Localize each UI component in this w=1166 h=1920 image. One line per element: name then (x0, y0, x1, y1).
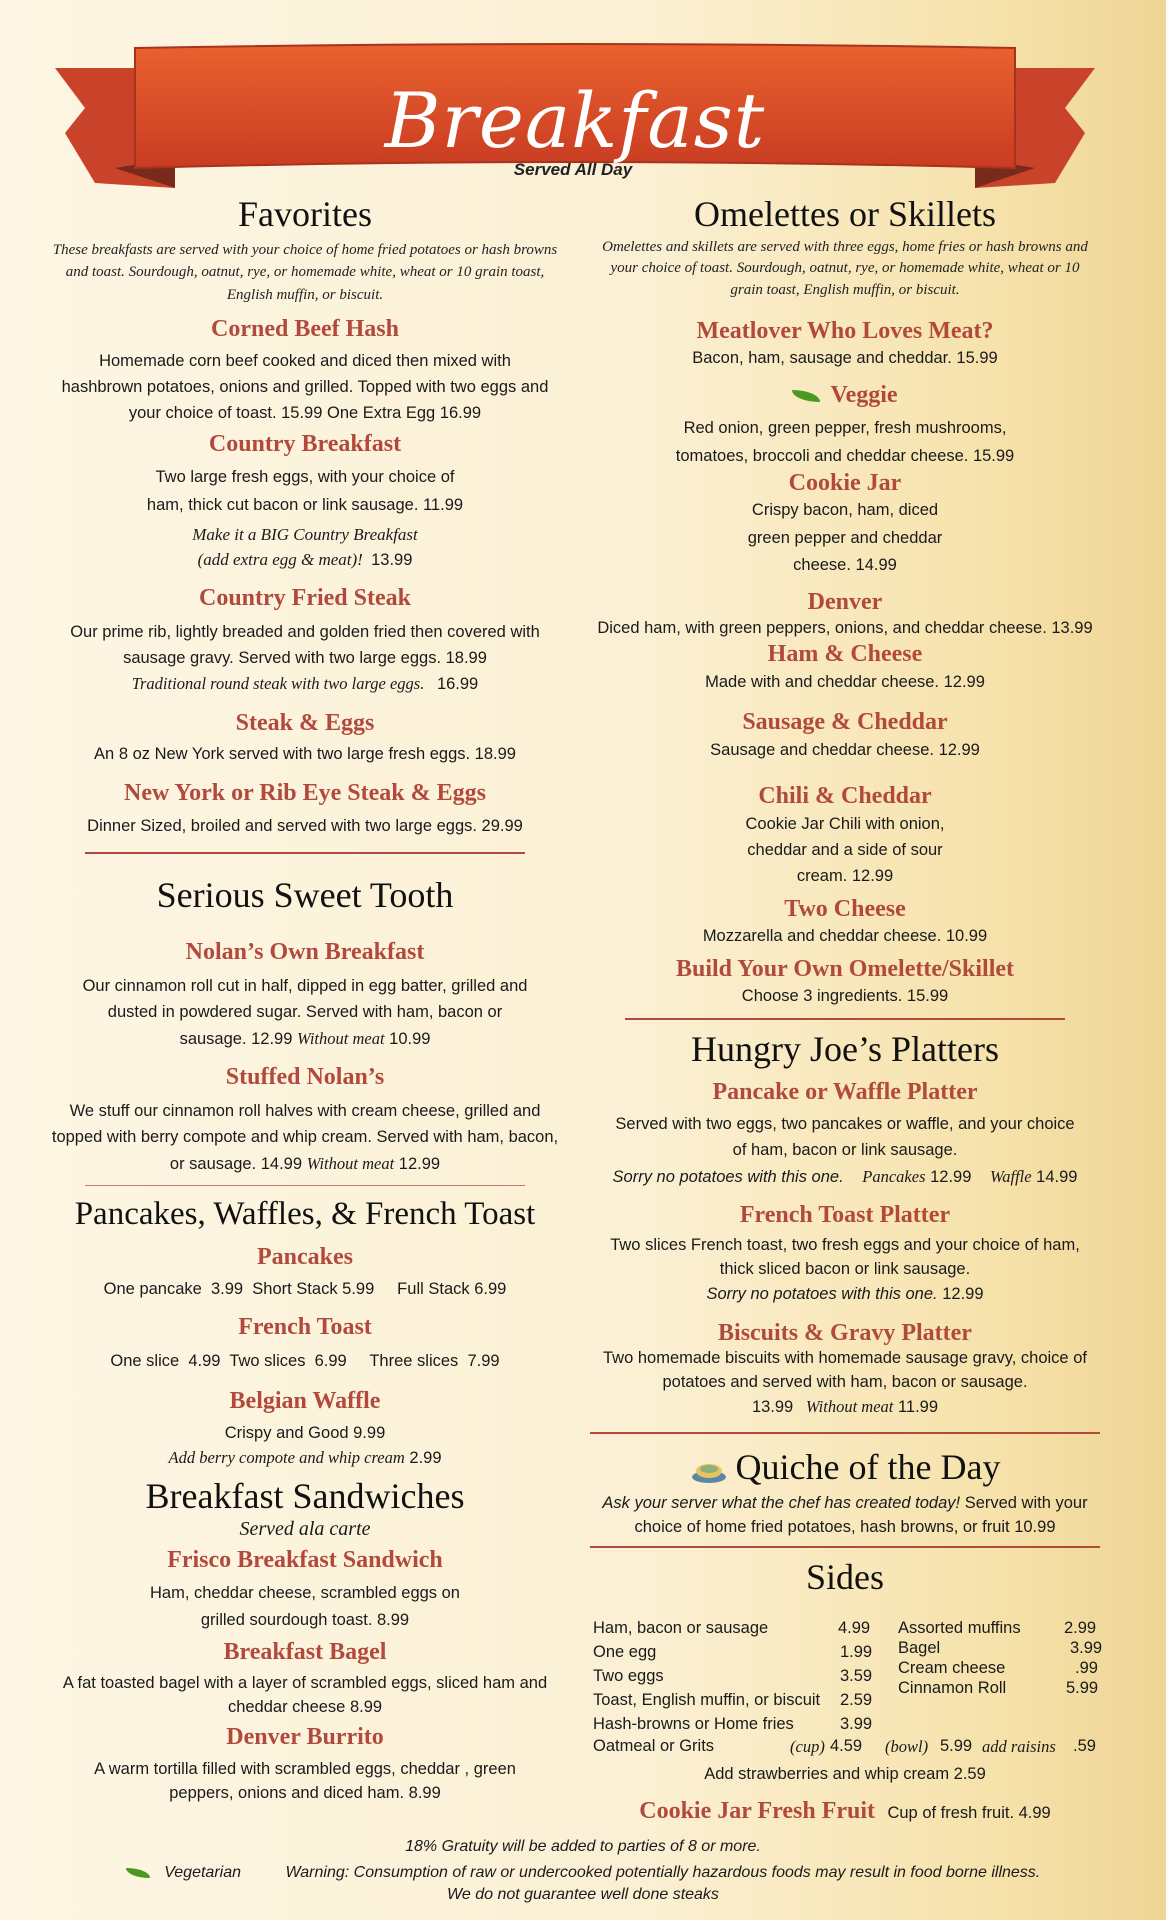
menu-item-name: Nolan’s Own Breakfast (185, 939, 425, 966)
side-item (593, 1617, 768, 1641)
gratuity-note: 18% Gratuity will be added to parties of 8 or more. (405, 1838, 761, 1855)
menu-item-prices (590, 1281, 1100, 1307)
menu-item-name: Meatlover Who Loves Meat? (696, 317, 994, 344)
leaf-icon (126, 1868, 150, 1878)
side-label: Two eggs (593, 1667, 664, 1686)
side-price: 3.59 (840, 1667, 873, 1686)
menu-item-desc: Sausage and cheddar cheese. 12.99 (710, 740, 980, 759)
side-label: Hash-browns or Home fries (593, 1715, 794, 1734)
quiche-icon (690, 1457, 728, 1485)
menu-item-extra-price: 13.99 (371, 550, 413, 569)
menu-item-desc: Crispy and Good 9.99 (224, 1423, 386, 1442)
section-divider (590, 1546, 1100, 1548)
menu-item-desc: Served with two eggs, two pancakes or waffle, and your choice of ham, bacon or link sausage. (615, 1114, 1075, 1160)
served-all-day: Served All Day (513, 160, 633, 179)
menu-item-desc: Our prime rib, lightly breaded and golden fried then covered with sausage gravy. Served with two large eggs. 18.99 (70, 622, 540, 668)
menu-item-name: Belgian Waffle (229, 1388, 381, 1415)
menu-item-extra-price: 12.99 (398, 1154, 441, 1173)
pancakes-heading: Pancakes, Waffles, & French Toast (74, 1195, 536, 1232)
menu-item-desc: Choose 3 ingredients. 15.99 (741, 987, 949, 1006)
sandwiches-heading: Breakfast Sandwiches (145, 1475, 465, 1516)
menu-item-desc: An 8 oz New York served with two large fresh eggs. 18.99 (94, 745, 516, 764)
side-label: Ham, bacon or sausage (593, 1619, 769, 1638)
side-label: Oatmeal or Grits (593, 1737, 715, 1756)
menu-item-desc (48, 1098, 562, 1177)
menu-item-name: Stuffed Nolan’s (225, 1064, 385, 1091)
menu-item-name: Pancakes (257, 1244, 353, 1271)
side-price: 5.99 (940, 1737, 973, 1756)
menu-item-name: New York or Rib Eye Steak & Eggs (123, 779, 486, 806)
menu-item-extra-text: Without meat (297, 1028, 385, 1048)
menu-item-desc: A warm tortilla filled with scrambled eggs, cheddar , green peppers, onions and diced ham. 8.99 (94, 1759, 516, 1802)
menu-item-desc: Bacon, ham, sausage and cheddar. 15.99 (692, 349, 998, 368)
menu-item-extra-text: Add berry compote and whip cream (168, 1448, 405, 1468)
price-value: 14.99 (1036, 1167, 1078, 1186)
warning-text: Warning: Consumption of raw or undercooked potentially hazardous foods may result in food borne illness. (285, 1864, 1041, 1881)
leaf-icon (792, 390, 820, 402)
menu-item-desc: A fat toasted bagel with a layer of scrambled eggs, sliced ham and cheddar cheese 8.99 (62, 1674, 548, 1717)
menu-item-desc: Homemade corn beef cooked and diced then mixed with hashbrown potatoes, onions and grilled. Topped with two eggs and your choice of toast. 15.99 One Extra Egg 16.99 (61, 351, 549, 423)
section-divider (590, 1432, 1100, 1434)
menu-item-prices (590, 1395, 1100, 1420)
sandwiches-note: Served ala carte (239, 1517, 371, 1540)
menu-item-extra (40, 1446, 570, 1471)
side-label: Toast, English muffin, or biscuit (593, 1691, 821, 1710)
sides-list (590, 1617, 1103, 1767)
menu-item-note: Sorry no potatoes with this one. (706, 1285, 938, 1304)
menu-item-extra-price: 10.99 (389, 1029, 431, 1048)
menu-item-extra-price: 11.99 (897, 1398, 939, 1417)
side-price: .59 (1073, 1737, 1096, 1756)
section-divider (85, 1185, 525, 1186)
left-column (40, 195, 570, 1805)
price-value: 12.99 (942, 1285, 984, 1304)
menu-item-extra (40, 547, 570, 573)
price-label: Pancakes (862, 1166, 926, 1186)
menu-item-extra-text: Without meat (306, 1153, 395, 1173)
menu-item-desc (80, 973, 530, 1052)
menu-item-desc: Made with and cheddar cheese. 12.99 (705, 672, 985, 691)
menu-item-name: Cookie Jar (788, 469, 902, 496)
side-price: 5.99 (1066, 1679, 1099, 1698)
side-price: 4.59 (830, 1737, 863, 1756)
section-divider (625, 1018, 1065, 1020)
menu-item-desc: Cookie Jar Chili with onion, cheddar and a side of sour cream. 12.99 (745, 814, 945, 886)
menu-item-desc: Red onion, green pepper, fresh mushrooms, tomatoes, broccoli and cheddar cheese. 15.99 (675, 419, 1015, 465)
menu-item-name: Country Breakfast (208, 430, 402, 457)
right-column (590, 194, 1103, 1826)
menu-item-desc: Crispy bacon, ham, diced green pepper and cheddar cheese. 14.99 (747, 501, 943, 574)
quiche-ask: Ask your server what the chef has created today! (602, 1493, 961, 1512)
menu-item-name: Denver Burrito (226, 1724, 384, 1750)
menu-item-name: Pancake or Waffle Platter (712, 1079, 978, 1106)
menu-item-desc-text: We stuff our cinnamon roll halves with cream cheese, grilled and topped with berry compote and whip cream. Served with ham, bacon, or sausage. 14.99 (51, 1101, 559, 1173)
menu-item-desc: Two homemade biscuits with homemade sausage gravy, choice of potatoes and served with ham, bacon or sausage. (603, 1349, 1087, 1392)
omelettes-heading: Omelettes or Skillets (694, 194, 996, 234)
side-item (593, 1665, 664, 1689)
menu-item-name: Ham & Cheese (767, 640, 923, 667)
side-addon: add raisins (982, 1737, 1056, 1757)
sides-heading: Sides (805, 1556, 884, 1597)
menu-item-desc: Cup of fresh fruit. 4.99 (887, 1803, 1051, 1822)
menu-item-desc: One pancake 3.99 Short Stack 5.99 Full Stack 6.99 (103, 1279, 507, 1298)
side-label: One egg (593, 1643, 657, 1662)
menu-item-extra (40, 671, 570, 697)
menu-item-desc: Diced ham, with green peppers, onions, and cheddar cheese. 13.99 (597, 618, 1093, 637)
menu-item-name-veggie (590, 382, 1100, 410)
menu-item-desc: One slice 4.99 Two slices 6.99 Three slices 7.99 (110, 1351, 500, 1370)
side-price: 1.99 (840, 1643, 873, 1662)
menu-item-prices (590, 1164, 1100, 1190)
side-label: Cream cheese (898, 1659, 1006, 1678)
side-price: 3.99 (840, 1715, 873, 1734)
menu-item-name: Cookie Jar Fresh Fruit (639, 1797, 876, 1824)
platters-heading: Hungry Joe’s Platters (691, 1028, 999, 1069)
side-price: .99 (1075, 1659, 1098, 1678)
menu-item-name: Frisco Breakfast Sandwich (167, 1546, 443, 1573)
side-label: Bagel (898, 1639, 941, 1658)
quiche-desc (590, 1492, 1100, 1540)
side-price: 2.99 (1064, 1619, 1097, 1638)
menu-item-name: Two Cheese (784, 895, 906, 922)
side-strawberries: Add strawberries and whip cream 2.59 (704, 1765, 986, 1784)
menu-item-extra: Make it a BIG Country Breakfast (192, 524, 418, 544)
menu-item-desc-text: Our cinnamon roll cut in half, dipped in egg batter, grilled and dusted in powdered sugar. Served with ham, bacon or sausage. 12.99 (82, 977, 528, 1048)
side-item (593, 1713, 794, 1737)
side-size: (bowl) (885, 1737, 929, 1757)
side-item (593, 1689, 820, 1713)
menu-item-extra-text: Traditional round steak with two large eggs. (131, 674, 425, 694)
menu-item-name: Steak & Eggs (235, 709, 375, 736)
menu-item-name: Biscuits & Gravy Platter (718, 1319, 972, 1346)
menu-item-name: French Toast Platter (739, 1202, 951, 1229)
banner-title: Breakfast (384, 76, 766, 165)
sweet-heading: Serious Sweet Tooth (156, 874, 454, 915)
menu-item-name: Chili & Cheddar (758, 782, 932, 809)
menu-item-desc: Two large fresh eggs, with your choice of ham, thick cut bacon or link sausage. 11.99 (146, 468, 464, 514)
menu-item-desc: Dinner Sized, broiled and served with two large eggs. 29.99 (87, 817, 523, 836)
menu-item-name: Veggie (830, 381, 898, 408)
menu-item-extra-text: (add extra egg & meat)! (197, 549, 363, 569)
menu-item-name: Breakfast Bagel (223, 1638, 387, 1665)
menu-item-desc: Mozzarella and cheddar cheese. 10.99 (702, 927, 988, 946)
menu-item-name: Build Your Own Omelette/Skillet (675, 955, 1014, 982)
side-price: 2.59 (840, 1691, 873, 1710)
menu-item-extra-price: 2.99 (409, 1449, 442, 1468)
menu-item-extra-price: 16.99 (436, 675, 479, 694)
favorites-note: These breakfasts are served with your choice of home fried potatoes or hash browns and toast. Sourdough, oatnut, rye, or homemade white, wheat or 10 grain toast, English muffin, or biscuit. (52, 241, 558, 303)
menu-item-note: Sorry no potatoes with this one. (612, 1167, 844, 1186)
footer-warning-row (0, 1862, 1166, 1884)
side-item (593, 1641, 656, 1665)
side-price: 3.99 (1070, 1639, 1103, 1658)
menu-item-desc: Ham, cheddar cheese, scrambled eggs on grilled sourdough toast. 8.99 (149, 1584, 460, 1630)
menu-item-name: Country Fried Steak (199, 585, 411, 612)
menu-item-desc: Two slices French toast, two fresh eggs and your choice of ham, thick sliced bacon or link sausage. (610, 1235, 1080, 1278)
price-label: Waffle (990, 1166, 1032, 1186)
omelettes-note: Omelettes and skillets are served with three eggs, home fries or hash browns and your choice of toast. Sourdough, oatnut, rye, or homemade white, wheat or 10 grain toast, English muffin, or biscuit. (602, 238, 1088, 299)
quiche-heading: Quiche of the Day (735, 1447, 1001, 1488)
fresh-fruit-row (590, 1798, 1100, 1826)
menu-item-name: Sausage & Cheddar (742, 708, 948, 735)
menu-item-name: Denver (807, 589, 883, 616)
side-size: (cup) (790, 1737, 825, 1757)
steaks-note: We do not guarantee well done steaks (447, 1886, 719, 1903)
favorites-heading: Favorites (238, 194, 372, 234)
side-label: Assorted muffins (898, 1619, 1021, 1638)
vegetarian-label: Vegetarian (164, 1864, 241, 1881)
quiche-heading-row (590, 1448, 1100, 1488)
side-price: 4.99 (838, 1619, 871, 1638)
section-divider (85, 852, 525, 854)
price-value: 12.99 (930, 1167, 972, 1186)
menu-item-name: Corned Beef Hash (211, 316, 399, 343)
side-label: Cinnamon Roll (898, 1679, 1007, 1698)
menu-item-name: French Toast (238, 1314, 372, 1341)
quiche-text: Served with your choice of home fried potatoes, hash browns, or fruit 10.99 (634, 1493, 1088, 1536)
price-value: 13.99 (751, 1398, 794, 1417)
menu-item-extra-text: Without meat (805, 1397, 894, 1417)
